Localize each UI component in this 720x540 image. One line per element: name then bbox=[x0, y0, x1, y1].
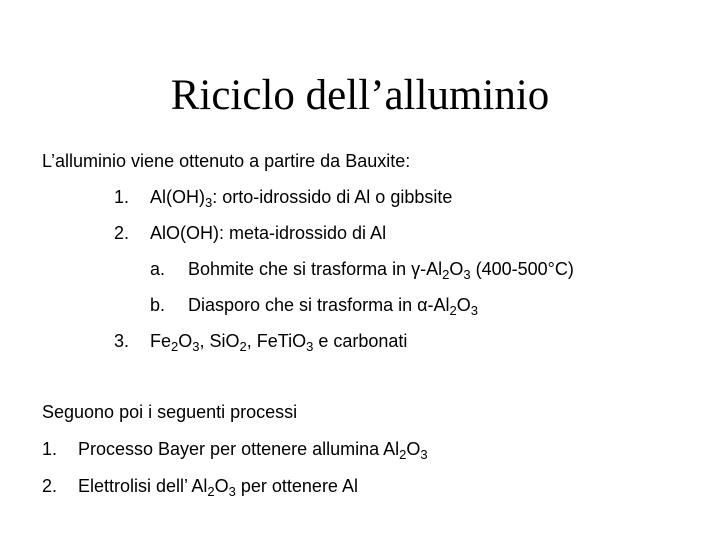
text-run: O bbox=[449, 259, 464, 279]
slide-title: Riciclo dell’alluminio bbox=[170, 72, 550, 119]
text-run: Processo Bayer per ottenere allumina Al bbox=[78, 439, 400, 459]
sublist-item-b-text bbox=[188, 293, 478, 317]
text-run: O bbox=[178, 331, 193, 351]
intro-text: L’alluminio viene ottenuto a partire da Bauxite: bbox=[42, 151, 411, 171]
text-run: (400-500°C) bbox=[470, 259, 574, 279]
list2-item-2-text bbox=[78, 474, 358, 498]
subscript: 2 bbox=[442, 267, 450, 282]
list2-item-2-marker: 2. bbox=[42, 476, 58, 496]
list1-item-1-text bbox=[150, 185, 452, 209]
subscript: 3 bbox=[205, 195, 213, 210]
list1-item-3-marker: 3. bbox=[114, 331, 130, 351]
text-run: Bohmite che si trasforma in γ-Al bbox=[188, 259, 443, 279]
text-run: e carbonati bbox=[313, 331, 408, 351]
text-run: , SiO bbox=[199, 331, 240, 351]
text-run: Diasporo che si trasforma in α-Al bbox=[188, 295, 450, 315]
subscript: 2 bbox=[207, 484, 215, 499]
subscript: 3 bbox=[228, 484, 236, 499]
text-run: Al(OH) bbox=[150, 187, 205, 207]
list1-item-2-text bbox=[150, 221, 386, 245]
text-run: : orto-idrossido di Al o gibbsite bbox=[212, 187, 453, 207]
sublist-item-b-marker: b. bbox=[150, 295, 166, 315]
subscript: 3 bbox=[192, 339, 200, 354]
subscript: 3 bbox=[463, 267, 471, 282]
list2-item-1-marker: 1. bbox=[42, 439, 58, 459]
text-run: O bbox=[214, 476, 229, 496]
subscript: 3 bbox=[306, 339, 314, 354]
followup-text: Seguono poi i seguenti processi bbox=[42, 402, 298, 422]
list2-item-1-text bbox=[78, 437, 428, 461]
text-run: , FeTiO bbox=[246, 331, 307, 351]
list1-item-2-marker: 2. bbox=[114, 223, 130, 243]
subscript: 3 bbox=[470, 303, 478, 318]
text-run: O bbox=[456, 295, 471, 315]
subscript: 2 bbox=[239, 339, 247, 354]
sublist-item-a-marker: a. bbox=[150, 259, 166, 279]
text-run: Fe bbox=[150, 331, 172, 351]
subscript: 2 bbox=[449, 303, 457, 318]
sublist-item-a-text bbox=[188, 257, 574, 281]
subscript: 2 bbox=[399, 447, 407, 462]
subscript: 2 bbox=[171, 339, 179, 354]
text-run: AlO(OH): meta-idrossido di Al bbox=[150, 223, 387, 243]
list1-item-3-text bbox=[150, 329, 407, 353]
list1-item-1-marker: 1. bbox=[114, 187, 130, 207]
text-run: per ottenere Al bbox=[235, 476, 358, 496]
text-run: O bbox=[406, 439, 421, 459]
subscript: 3 bbox=[420, 447, 428, 462]
text-run: Elettrolisi dell’ Al bbox=[78, 476, 208, 496]
